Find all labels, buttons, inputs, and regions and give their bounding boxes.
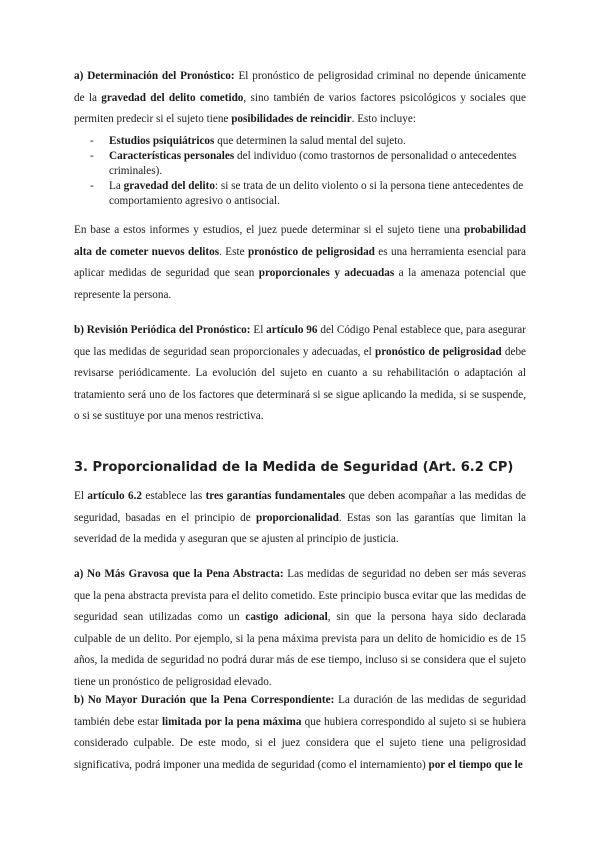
paragraph-lead: a) Determinación del Pronóstico: [74, 70, 235, 82]
bold-run: castigo adicional [245, 611, 328, 623]
text-run: que deben acompañar a las medidas de seguridad, basadas en el principio de [74, 490, 526, 524]
text-run: que determinen la salud mental del sujeto. [214, 135, 406, 147]
text-run: . Esto incluye: [351, 113, 416, 125]
bold-run: pronóstico de peligrosidad [247, 245, 375, 258]
bold-run: gravedad del delito cometido [101, 91, 244, 104]
text-run: del individuo (como trastornos de personalidad o antecedentes criminales). [109, 150, 517, 177]
text-run: debe revisarse periódicamente. La evolución del sujeto en cuanto a su rehabilitación o adaptación al tratamiento será uno de los factores que determinará si se sigue aplicando la medida, si se suspende, o si se sustituye por una menos restrictiva. [74, 345, 527, 422]
paragraph-lead: a) No Más Gravosa que la Pena Abstracta: [74, 568, 284, 580]
paragraph-lead: b) No Mayor Duración que la Pena Correspondiente: [74, 694, 335, 706]
paragraph-determinacion-pronostico [74, 66, 526, 131]
text-run: La duración de las medidas de seguridad también debe estar [74, 694, 526, 728]
text-run: a la amenaza potencial que represente la persona. [74, 267, 526, 301]
text-run: que hubiera correspondido al sujeto si se hubiera considerado culpable. De este modo, si el juez considera que el sujeto tiene una peligrosidad significativa, podrá imponer una medida de seguridad (como el internamiento) [74, 715, 527, 771]
text-run: El pronóstico de peligrosidad criminal no depende únicamente de la [74, 70, 526, 104]
text-run: , sin que la persona haya sido declarada culpable de un delito. Por ejemplo, si la pena máxima prevista para un delito de homicidio es de 15 años, la medida de seguridad no podrá durar más de ese tiempo, incluso si se considera que el sujeto tiene un pronóstico de peligrosidad elevado. [74, 611, 526, 688]
text-run: establece las [141, 490, 206, 502]
list-item [90, 179, 528, 209]
paragraph-lead: b) Revisión Periódica del Pronóstico: [74, 324, 251, 336]
bold-run: proporcionalidad [255, 511, 339, 524]
section-heading: 3. Proporcionalidad de la Medida de Seguridad (Art. 6.2 CP) [74, 460, 514, 475]
bold-run: Características personales [109, 150, 235, 162]
text-run: es una herramienta esencial para aplicar medidas de seguridad que sean [74, 245, 527, 279]
list-item [90, 149, 528, 179]
paragraph-revision-periodica [74, 320, 526, 428]
list-item [90, 134, 528, 149]
bold-run: pronóstico de peligrosidad [375, 345, 502, 358]
bold-run: gravedad del delito [123, 180, 215, 192]
bold-run: limitada por la pena máxima [161, 715, 302, 728]
paragraph-articulo-6-2 [74, 486, 526, 551]
text-run: En base a estos informes y estudios, el juez puede determinar si el sujeto tiene una [74, 224, 465, 236]
text-run: . Este [219, 245, 248, 258]
text-run: El [250, 324, 267, 336]
factor-list [90, 134, 528, 209]
bold-run: proporcionales y adecuadas [258, 267, 395, 279]
text-run: : si se trata de un delito violento o si la persona tiene antecedentes de comportamiento agresivo o antisocial. [109, 180, 524, 207]
bold-run: tres garantías fundamentales [205, 490, 346, 502]
bold-run: Estudios psiquiátricos [109, 135, 215, 147]
text-run: del Código Penal establece que, para asegurar que las medidas de seguridad sean proporcionales y adecuadas, el [74, 324, 526, 358]
text-run: , sino también de varios factores psicológicos y sociales que permiten predecir si el sujeto tiene [74, 91, 526, 125]
paragraph-no-mas-gravosa [74, 564, 526, 693]
bold-run: posibilidades de reincidir [231, 113, 352, 125]
paragraph-informes [74, 220, 526, 306]
bold-run: por el tiempo que le [428, 758, 523, 771]
text-run: Las medidas de seguridad no deben ser más severas que la pena abstracta prevista para el delito cometido. Este principio busca evitar que las medidas de seguridad sean utilizadas como un [74, 568, 526, 623]
text-run: . Estas son las garantías que limitan la severidad de la medida y aseguran que se ajusten al principio de justicia. [74, 511, 526, 545]
text-run: El [74, 490, 88, 502]
text-run: La [109, 180, 124, 192]
paragraph-no-mayor-duracion [74, 690, 526, 776]
bold-run: probabilidad alta de cometer nuevos delitos [74, 224, 526, 258]
bold-run: artículo 96 [266, 324, 318, 336]
bold-run: artículo 6.2 [87, 490, 142, 502]
